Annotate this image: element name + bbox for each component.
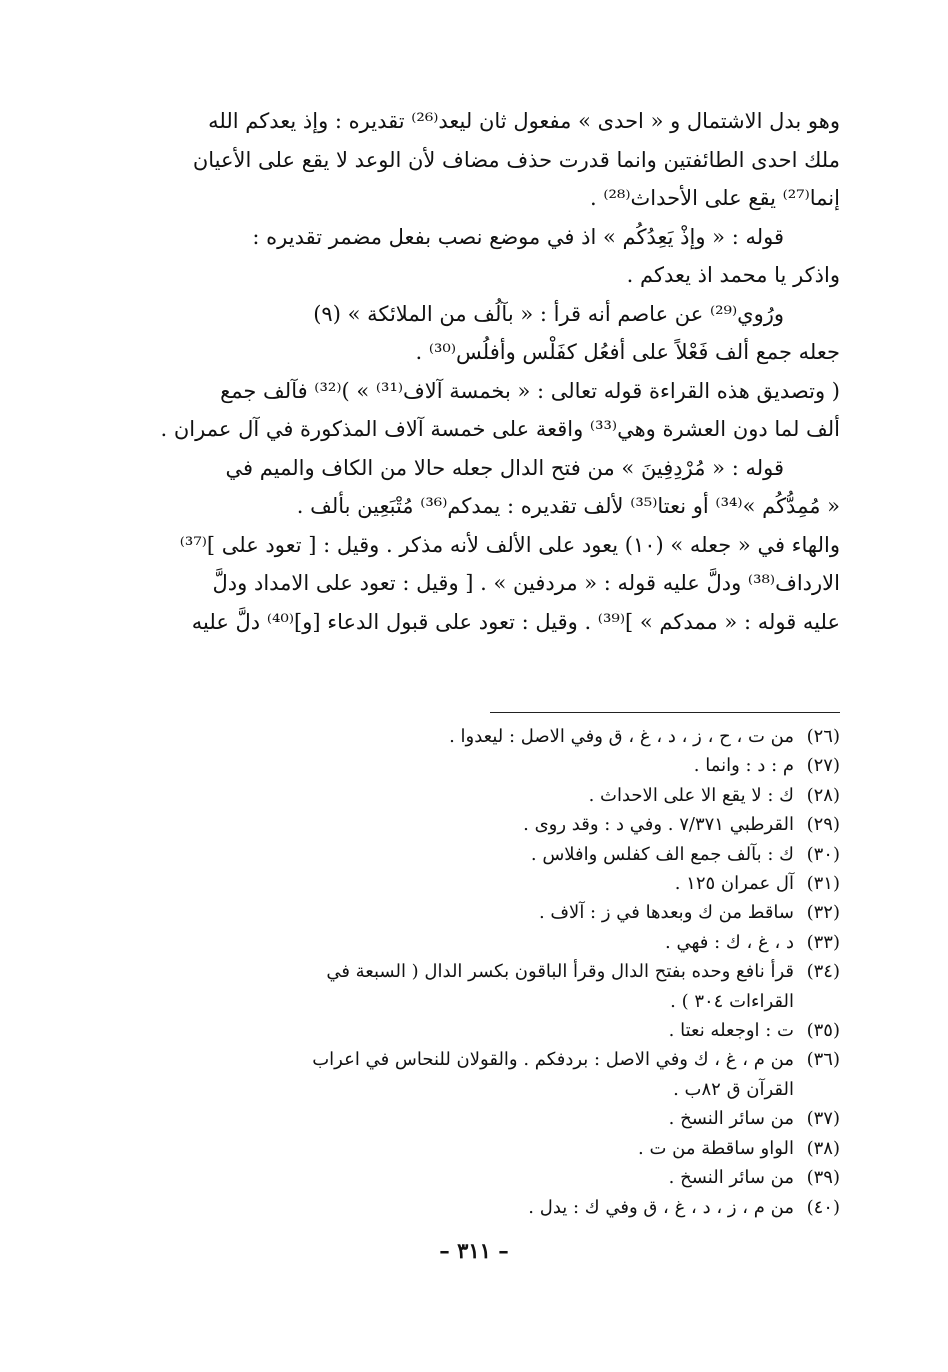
footnote-number: (٢٧) [806, 755, 840, 777]
paragraph-2: قوله : « وإذْ يَعِدُكُم » اذ في موضع نصب بفعل مضمر تقديره : واذكر يا محمد اذ يعدكم . [252, 224, 840, 287]
footnote [138, 1016, 840, 1045]
footnote-text: ساقط من ك وبعدها في ز : آلاف . [538, 902, 794, 924]
footnote-number: (٤٠) [806, 1196, 840, 1218]
footnote [138, 751, 840, 780]
footnote-text: ك : بآلف جمع الف كفلس وافلاس . [530, 843, 794, 865]
footnote [138, 810, 840, 839]
footnote-text: من م ، غ ، ك وفي الاصل : بردفكم . والقولان للنحاس في اعراب القرآن ق ٨٢ب . [312, 1049, 794, 1100]
footnote [138, 928, 840, 957]
footnote [138, 869, 840, 898]
paragraph-3: ورُوي⁽²⁹⁾ عن عاصم أنه قرأ : « بآلُف من الملائكة » (٩) جعله جمع ألف فَعْلاً على أفعُل كفَلْس وأفلُس⁽³⁰⁾ . ( وتصديق هذه القراءة قوله تعالى : « بخمسة آلاف⁽³¹⁾ » )⁽³²⁾ فآلف جمع ألف لما دون العشرة وهي⁽³³⁾ واقعة على خمسة آلاف المذكورة في آل عمران . [160, 301, 840, 441]
page-number: – ٣١١ – [439, 1238, 509, 1263]
footnote-number: (٣٦) [806, 1049, 840, 1071]
footnote-text: ك : لا يقع الا على الاحداث . [588, 784, 794, 806]
footnote-text: من سائر النسخ . [668, 1167, 794, 1189]
footnote [138, 1163, 840, 1192]
footnote-text: آل عمران ١٢٥ . [674, 873, 794, 895]
footnote [138, 957, 840, 1016]
footnotes [138, 722, 840, 1222]
footnote [138, 1045, 840, 1104]
footnote [138, 1134, 840, 1163]
footnote-number: (٢٩) [806, 814, 840, 836]
footnote-text: من ت ، ح ، ز ، د ، غ ، ق وفي الاصل : ليعدوا . [449, 726, 794, 747]
footnote [138, 781, 840, 810]
footnote-text: من م ، ز ، د ، غ ، ق وفي ك : يدل . [528, 1196, 794, 1218]
footnote-number: (٢٦) [806, 726, 840, 747]
paragraph-1: وهو بدل الاشتمال و « احدى » مفعول ثان ليعد⁽²⁶⁾ تقديره : وإذ يعدكم الله ملك احدى الطائفتين وانما قدرت حذف مضاف لأن الوعد لا يقع على الأعيان إنما⁽²⁷⁾ يقع على الأحداث⁽²⁸⁾ . [192, 109, 840, 210]
footnote-number: (٣١) [806, 873, 840, 895]
footnote-text: قرأ نافع وحده بفتح الدال وقرأ الباقون بكسر الدال ( السبعة في القراءات ٣٠٤ ) . [326, 961, 794, 1012]
footnote [138, 898, 840, 927]
footnote-number: (٣٢) [806, 902, 840, 924]
footnote-text: الواو ساقطة من ت . [638, 1137, 794, 1159]
paragraph-4: قوله : « مُرْدِفِينَ » من فتح الدال جعله حالا من الكاف والميم في « مُمِدُّكُم »⁽³⁴⁾ أو نعتا⁽³⁵⁾ لألف تقديره : يمدكم⁽³⁶⁾ مُتْبَعِين بألف . والهاء في « جعله » (١٠) يعود على الألف لأنه مذكر . وقيل : [ تعود على ]⁽³⁷⁾ الارداف⁽³⁸⁾ ودلَّ عليه قوله : « مردفين » . [ وقيل : تعود على الامداد ودلَّ عليه قوله : « ممدكم » ]⁽³⁹⁾ . وقيل : تعود على قبول الدعاء [و]⁽⁴⁰⁾ دلَّ عليه [179, 455, 840, 634]
footnote [138, 1104, 840, 1133]
footnote-text: القرطبي ٧/٣٧١ . وفي د : وقد روى . [523, 814, 794, 836]
footnote [138, 840, 840, 869]
footnote-divider [490, 712, 840, 713]
footnote-number: (٣٤) [806, 961, 840, 983]
footnote-number: (٢٨) [806, 784, 840, 806]
footnote-text: من سائر النسخ . [668, 1108, 794, 1130]
footnote-number: (٣٨) [806, 1137, 840, 1159]
footnote-number: (٣٩) [806, 1167, 840, 1189]
footnote-number: (٣٣) [806, 931, 840, 953]
footnote-number: (٣٥) [806, 1020, 840, 1042]
footnote [138, 722, 840, 751]
footnote-number: (٣٠) [806, 843, 840, 865]
footnote [138, 1193, 840, 1222]
footnote-text: د ، غ ، ك : فهي . [665, 931, 794, 953]
footnote-text: م : د : وانما . [693, 755, 794, 777]
footnote-text: ت : اوجعله نعتا . [668, 1020, 794, 1042]
main-text [138, 102, 840, 641]
footnote-number: (٣٧) [806, 1108, 840, 1130]
